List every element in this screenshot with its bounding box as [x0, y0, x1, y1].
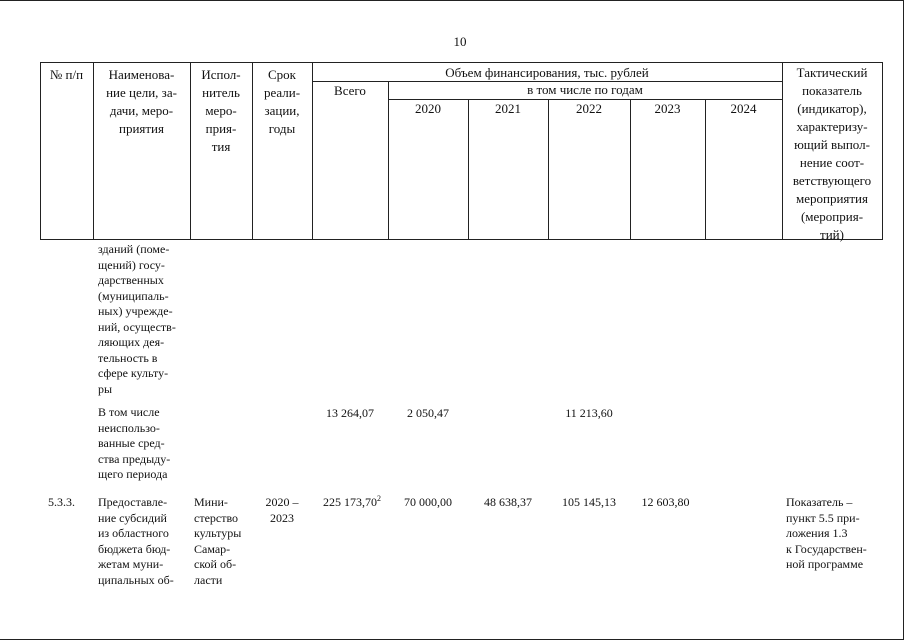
header-bottom-border: [40, 239, 882, 240]
row-533-period: 2020 – 2023: [265, 495, 299, 525]
col-divider: [468, 99, 469, 240]
col-divider: [548, 99, 549, 240]
header-funding-title: Объем финансирования, тыс. рублей: [445, 65, 649, 80]
col-divider: [705, 99, 706, 240]
header-name: Наименова- ние цели, за- дачи, меро- приятия: [106, 67, 177, 136]
row-unused-2020: 2 050,47: [407, 406, 449, 420]
header-executor: Испол- нитель меро- прия- тия: [201, 67, 241, 154]
row-533-indicator: Показатель – пункт 5.5 при- ложения 1.3 к Государствен- ной программе: [786, 495, 867, 571]
header-period: Срок реали- зации, годы: [263, 67, 301, 136]
page-number: 10: [453, 34, 467, 49]
row-533-2022: 105 145,13: [562, 495, 616, 509]
table-header: [40, 62, 882, 240]
header-left-border: [40, 62, 41, 240]
header-year-2022: 2022: [576, 101, 602, 116]
header-by-years: в том числе по годам: [527, 82, 643, 97]
row-533-executor: Мини- стерство культуры Самар- ской об- ласти: [194, 495, 242, 587]
row-unused-total: 13 264,07: [326, 406, 374, 420]
header-right-border: [882, 62, 883, 240]
row-533-2023: 12 603,80: [641, 495, 690, 509]
header-year-2023: 2023: [654, 101, 681, 116]
row-533-2020: 70 000,00: [404, 495, 452, 509]
row-unused-2022: 11 213,60: [565, 406, 613, 420]
header-year-2024: 2024: [730, 101, 757, 116]
row-continuation-name: зданий (поме- щений) госу- дарственных (муниципаль- ных) учрежде- ний, осуществ- ляющих дея- тельность в сфере культу- ры: [98, 242, 176, 396]
header-year-2020: 2020: [415, 101, 441, 116]
row-533-total-value: 225 173,70: [323, 495, 377, 509]
header-indicator: Тактический показатель (индикатор), характеризу- ющий выпол- нение соот- ветствующего мероприятия (мероприя- тий): [792, 65, 872, 242]
col-divider: [630, 99, 631, 240]
row-533-name: Предоставле- ние субсидий из областного бюджета бюд- жетам муни- ципальных об-: [98, 495, 174, 587]
row-unused-funds-name: В том числе неиспользо- ванные сред- ства предыду- щего периода: [98, 405, 171, 481]
header-year-2021: 2021: [495, 101, 521, 116]
row-533-num: 5.3.3.: [48, 495, 75, 509]
footnote-marker: 2: [377, 494, 381, 503]
row-533-total: [312, 495, 392, 510]
header-num: № п/п: [49, 67, 84, 82]
header-total: Всего: [334, 83, 366, 98]
row-533-2021: 48 638,37: [484, 495, 532, 509]
header-top-border: [40, 62, 882, 63]
